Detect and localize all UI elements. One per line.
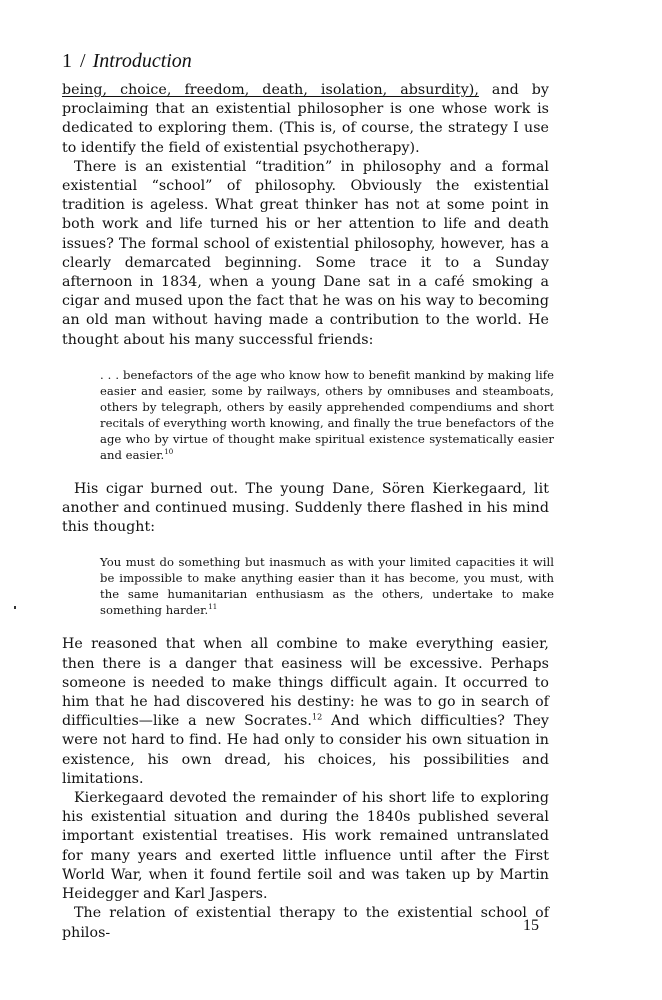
paragraph-5: Kierkegaard devoted the remainder of his short life to exploring his existential situation and during the 1840s published several important existential treatises. His work remained untranslated for many years and exerted little influence until after the First World War, when it found fertile soil and was taken up by Martin Heidegger and Karl Jaspers.	[62, 790, 549, 903]
running-head	[62, 50, 192, 72]
page-number: 15	[523, 917, 539, 934]
block-quote-1-text: . . . benefactors of the age who know how to benefit mankind by making life easier and easier, some by railways, others by omnibuses and steamboats, others by telegraph, others by easily apprehended compendiums and short recitals of everything worth knowing, and finally the true benefactors of the age who by virtue of thought make spiritual existence systematically easier and easier.	[100, 367, 554, 462]
footnote-ref-10: 10	[164, 447, 174, 456]
paragraph-4	[62, 635, 549, 789]
chapter-number: 1	[62, 50, 72, 72]
block-quote-1	[100, 367, 554, 463]
footnote-ref-12: 12	[311, 712, 323, 722]
paragraph-2: There is an existential “tradition” in philosophy and a formal existential “school” of philosophy. Obviously the existential tradition is ageless. What great thinker has not at some point in both work and life turned his or her attention to life and death issues? The formal school of existential philosophy, however, has a clearly demarcated beginning. Some trace it to a Sunday afternoon in 1834, when a young Dane sat in a café smoking a cigar and mused upon the fact that he was on his way to becoming an old man without having made a contribution to the world. He thought about his many successful friends:	[62, 158, 549, 348]
paragraph-3: His cigar burned out. The young Dane, Sören Kierkegaard, lit another and continued musing. Suddenly there flashed in his mind this thought:	[62, 480, 549, 536]
paragraph-1	[62, 81, 549, 158]
chapter-title: Introduction	[92, 50, 192, 72]
paragraph-4-text-b: And which difficulties? They were not hard to find. He had only to consider his own situation in existence, his own dread, his choices, his possibilities and limitations.	[62, 713, 549, 787]
footnote-ref-11: 11	[208, 603, 218, 612]
block-quote-2-text: You must do something but inasmuch as with your limited capacities it will be impossible to make anything easier than it has become, you must, with the same humanitarian enthusiasm as the others, undertake to make something harder.	[100, 555, 554, 618]
paragraph-6: The relation of existential therapy to the existential school of philos-	[62, 905, 549, 941]
paragraph-4-text-a: He reasoned that when all combine to make everything easier, then there is a danger that easiness will be excessive. Perhaps someone is needed to make things difficult again. It occurred to him that he had discovered his destiny: he was to go in search of difficulties—like a new Socrates.	[62, 636, 549, 730]
running-head-separator: /	[80, 50, 86, 72]
margin-mark	[14, 606, 16, 609]
body-text	[62, 81, 554, 943]
underlined-concepts: being, choice, freedom, death, isolation, absurdity),	[62, 82, 479, 98]
paragraph-1-text: and by proclaiming that an existential philosopher is one whose work is dedicated to exploring them. (This is, of course, the strategy I use to identify the field of existential psychotherapy).	[62, 82, 549, 156]
block-quote-2	[100, 554, 554, 618]
